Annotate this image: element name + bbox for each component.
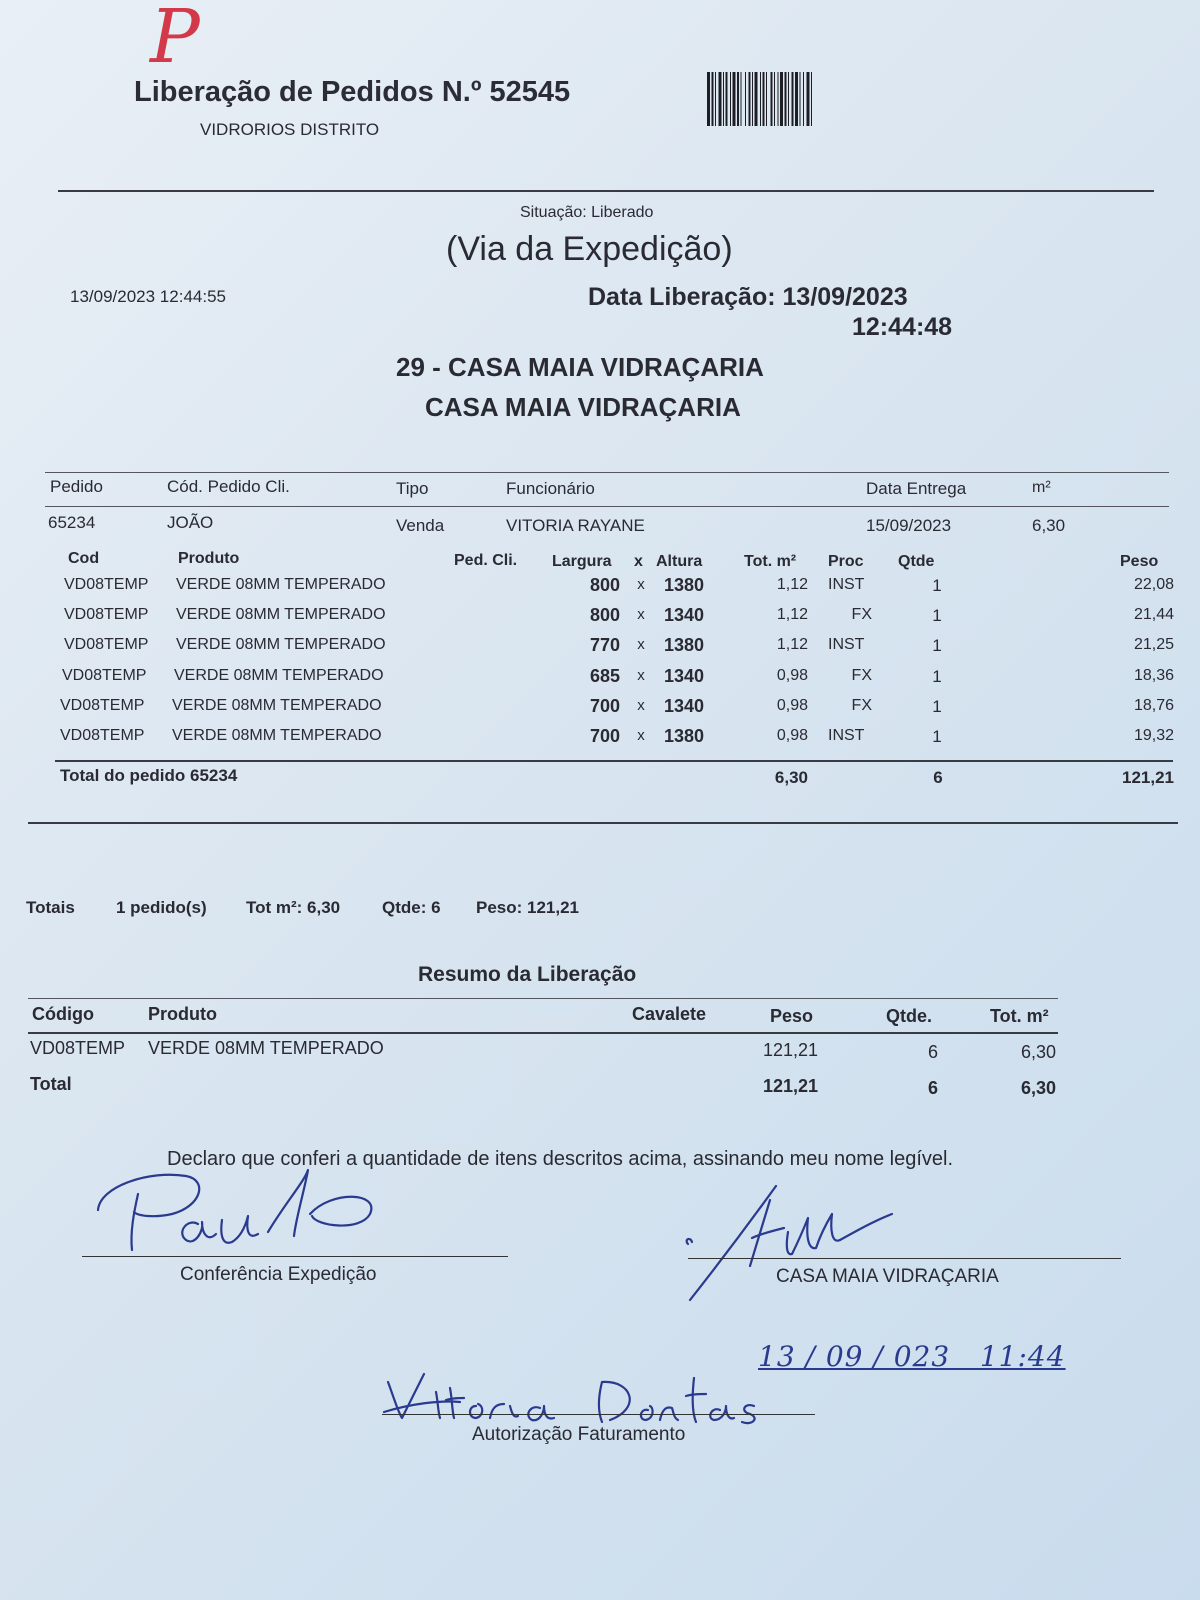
item-produto: VERDE 08MM TEMPERADO <box>172 727 382 744</box>
item-qtde: 1 <box>932 697 942 716</box>
order-table-top-rule <box>45 472 1169 473</box>
summary-col-tot-m2: Tot. m² <box>990 1006 1049 1026</box>
col-funcionario: Funcionário <box>506 479 595 498</box>
item-altura: 1340 <box>663 666 704 686</box>
item-largura: 770 <box>589 635 620 655</box>
item-peso: 18,36 <box>1133 667 1174 684</box>
item-x: x <box>637 606 645 623</box>
col-pedido: Pedido <box>50 477 103 496</box>
order-total-m2: 6,30 <box>774 768 808 787</box>
totals-label: Totais <box>26 898 75 917</box>
order-employee: VITORIA RAYANE <box>506 516 645 535</box>
signature-line-right <box>688 1258 1121 1259</box>
barcode <box>707 72 899 128</box>
item-proc: FX <box>851 606 872 623</box>
summary-total-tot-m2: 6,30 <box>1020 1078 1056 1098</box>
release-date: Data Liberação: 13/09/2023 <box>588 283 908 311</box>
item-largura: 800 <box>589 605 620 625</box>
item-cod: VD08TEMP <box>62 667 147 684</box>
item-altura: 1380 <box>663 635 704 655</box>
declaration-text: Declaro que conferi a quantidade de itens descritos acima, assinando meu nome legível. <box>167 1148 954 1170</box>
signature-label-right: CASA MAIA VIDRAÇARIA <box>776 1266 999 1287</box>
item-qtde: 1 <box>932 606 942 625</box>
col-altura: Altura <box>656 553 703 570</box>
item-cod: VD08TEMP <box>60 697 145 714</box>
item-produto: VERDE 08MM TEMPERADO <box>174 667 384 684</box>
item-proc: INST <box>828 636 865 653</box>
order-total-qtde: 6 <box>933 768 943 787</box>
summary-top-rule <box>28 998 1058 999</box>
item-produto: VERDE 08MM TEMPERADO <box>172 697 382 714</box>
totals-pedidos: 1 pedido(s) <box>116 898 207 917</box>
print-datetime: 13/09/2023 12:44:55 <box>70 287 226 306</box>
summary-col-peso: Peso <box>770 1006 814 1026</box>
items-total-rule <box>55 760 1173 762</box>
status-text: Situação: Liberado <box>520 204 654 221</box>
item-x: x <box>637 727 645 744</box>
item-produto: VERDE 08MM TEMPERADO <box>176 576 386 593</box>
order-type: Venda <box>396 516 445 535</box>
item-peso: 21,25 <box>1133 636 1174 653</box>
totals-m2: Tot m²: 6,30 <box>246 898 341 917</box>
item-cod: VD08TEMP <box>60 727 145 744</box>
order-number: 65234 <box>48 513 96 532</box>
item-tot-m2: 1,12 <box>776 576 808 593</box>
item-largura: 685 <box>589 666 620 686</box>
item-altura: 1340 <box>663 605 704 625</box>
item-peso: 19,32 <box>1133 727 1174 744</box>
item-peso: 22,08 <box>1133 576 1174 593</box>
company-name: VIDRORIOS DISTRITO <box>200 120 380 139</box>
col-x: x <box>634 553 643 570</box>
release-time: 12:44:48 <box>852 313 953 341</box>
summary-produto: VERDE 08MM TEMPERADO <box>148 1038 384 1058</box>
item-qtde: 1 <box>932 727 942 746</box>
summary-peso: 121,21 <box>762 1040 818 1060</box>
col-data-entrega: Data Entrega <box>866 479 967 498</box>
summary-codigo: VD08TEMP <box>30 1038 126 1058</box>
item-altura: 1340 <box>663 696 704 716</box>
document-title: Liberação de Pedidos N.º 52545 <box>134 76 571 108</box>
item-x: x <box>637 667 645 684</box>
item-peso: 21,44 <box>1133 606 1174 623</box>
item-altura: 1380 <box>663 726 704 746</box>
item-proc: INST <box>828 727 865 744</box>
col-proc: Proc <box>828 553 864 570</box>
order-m2: 6,30 <box>1032 516 1066 535</box>
item-x: x <box>637 636 645 653</box>
item-cod: VD08TEMP <box>64 606 149 623</box>
copy-label: (Via da Expedição) <box>446 230 733 268</box>
summary-col-codigo: Código <box>32 1004 94 1024</box>
item-qtde: 1 <box>932 667 942 686</box>
signature-line-bottom <box>382 1414 815 1415</box>
item-produto: VERDE 08MM TEMPERADO <box>176 606 386 623</box>
item-qtde: 1 <box>932 636 942 655</box>
customer-line2: CASA MAIA VIDRAÇARIA <box>425 392 741 422</box>
col-largura: Largura <box>552 553 612 570</box>
order-table-header-rule <box>45 506 1169 507</box>
col-qtde: Qtde <box>898 553 935 570</box>
item-qtde: 1 <box>932 576 942 595</box>
summary-total-label: Total <box>30 1074 72 1094</box>
item-largura: 700 <box>589 696 620 716</box>
item-tot-m2: 1,12 <box>776 606 808 623</box>
order-total-label: Total do pedido 65234 <box>60 766 238 785</box>
order-total-peso: 121,21 <box>1122 768 1174 787</box>
totals-qtde: Qtde: 6 <box>382 898 441 917</box>
summary-qtde: 6 <box>927 1042 938 1062</box>
item-proc: INST <box>828 576 865 593</box>
summary-title: Resumo da Liberação <box>418 963 637 986</box>
signature-label-bottom: Autorização Faturamento <box>472 1424 686 1445</box>
totals-peso: Peso: 121,21 <box>476 898 580 917</box>
item-proc: FX <box>851 697 872 714</box>
item-x: x <box>637 697 645 714</box>
header-divider <box>58 190 1154 192</box>
col-ped-cli: Ped. Cli. <box>454 552 518 569</box>
signature-line-left <box>82 1256 508 1257</box>
col-tot-m2: Tot. m² <box>744 553 797 570</box>
col-produto: Produto <box>178 550 240 567</box>
item-cod: VD08TEMP <box>64 576 149 593</box>
col-tipo: Tipo <box>396 479 429 498</box>
item-tot-m2: 1,12 <box>776 636 808 653</box>
summary-col-cavalete: Cavalete <box>632 1004 707 1024</box>
col-m2: m² <box>1032 479 1051 496</box>
summary-header-rule <box>28 1032 1058 1034</box>
item-tot-m2: 0,98 <box>776 727 808 744</box>
section-divider <box>28 822 1178 824</box>
item-tot-m2: 0,98 <box>776 697 808 714</box>
col-peso: Peso <box>1120 553 1159 570</box>
order-delivery-date: 15/09/2023 <box>866 516 952 535</box>
col-cod: Cod <box>68 550 100 567</box>
summary-col-qtde: Qtde. <box>886 1006 933 1026</box>
handwritten-mark: P <box>150 0 200 80</box>
order-client-code: JOÃO <box>167 513 214 532</box>
item-produto: VERDE 08MM TEMPERADO <box>176 636 386 653</box>
signature-faturamento <box>380 1362 770 1432</box>
customer-line1: 29 - CASA MAIA VIDRAÇARIA <box>396 352 764 382</box>
item-proc: FX <box>851 667 872 684</box>
item-peso: 18,76 <box>1133 697 1174 714</box>
item-cod: VD08TEMP <box>64 636 149 653</box>
col-cod-cli: Cód. Pedido Cli. <box>167 477 290 496</box>
item-altura: 1380 <box>663 575 704 595</box>
item-largura: 700 <box>589 726 620 746</box>
item-largura: 800 <box>589 575 620 595</box>
signature-company <box>680 1180 920 1310</box>
summary-col-produto: Produto <box>148 1004 217 1024</box>
item-x: x <box>637 576 645 593</box>
handwritten-date: 13 / 09 / 023 11:44 <box>758 1340 1066 1373</box>
signature-label-left: Conferência Expedição <box>180 1264 377 1285</box>
item-tot-m2: 0,98 <box>776 667 808 684</box>
summary-total-peso: 121,21 <box>762 1076 818 1096</box>
summary-total-qtde: 6 <box>927 1078 938 1098</box>
summary-tot-m2: 6,30 <box>1020 1042 1056 1062</box>
